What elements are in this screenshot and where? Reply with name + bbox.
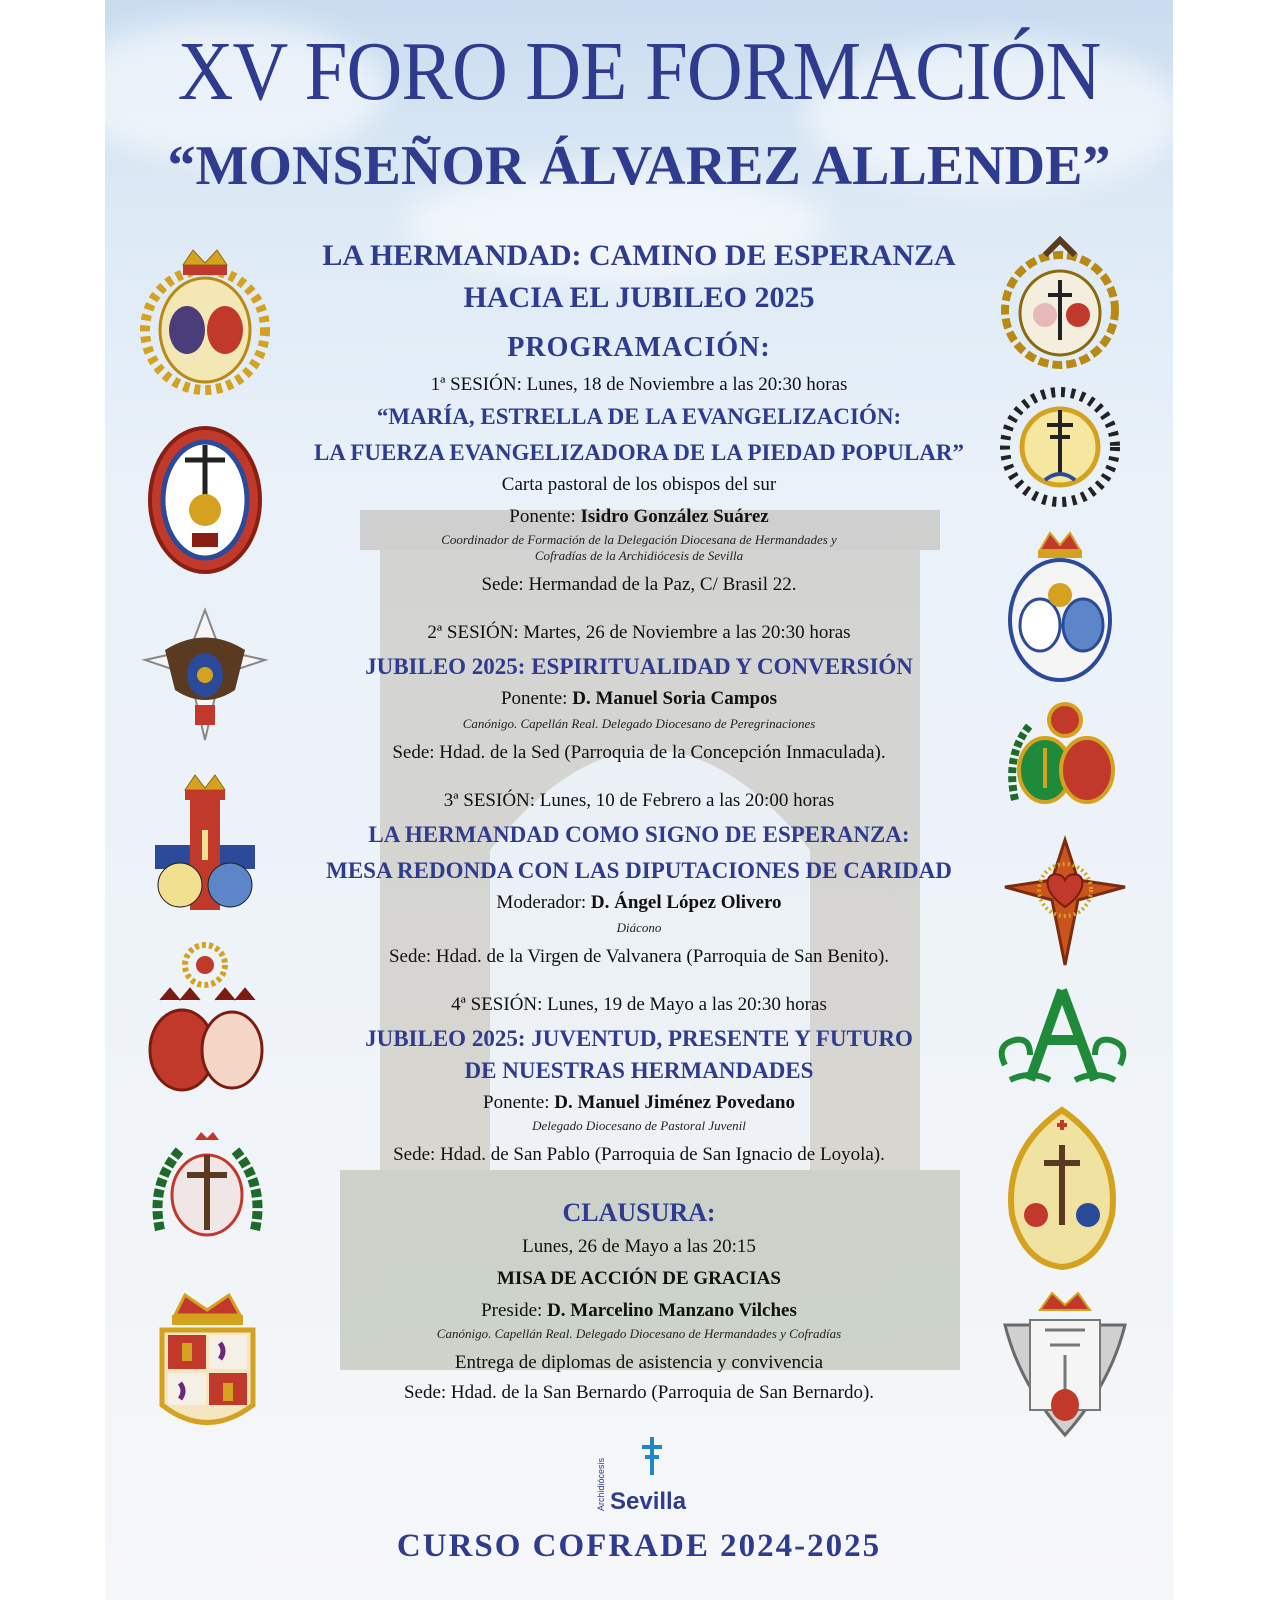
brotherhood-shield-icon	[1005, 700, 1125, 815]
logo-vertical-text: Archidiócesis	[596, 1457, 606, 1511]
session-4-title-line-1: JUBILEO 2025: JUVENTUD, PRESENTE Y FUTURO	[365, 1026, 913, 1051]
brotherhood-shield-icon	[1000, 1285, 1130, 1440]
session-3-role: Diácono	[616, 920, 662, 935]
page-title: XV FORO DE FORMACIÓN	[177, 25, 1101, 118]
brotherhood-shield-icon	[995, 385, 1125, 510]
closing-date: Lunes, 26 de Mayo a las 20:15	[522, 1236, 756, 1257]
session-1-venue: Sede: Hermandad de la Paz, C/ Brasil 22.	[481, 574, 797, 595]
brotherhood-shield-icon	[135, 235, 275, 405]
speaker-name: D. Manuel Soria Campos	[572, 688, 778, 709]
session-2-role: Canónigo. Capellán Real. Delegado Diocesano de Peregrinaciones	[462, 716, 816, 731]
session-2-venue: Sede: Hdad. de la Sed (Parroquia de la Concepción Inmaculada).	[392, 742, 886, 763]
session-1-title-line-1: “MARÍA, ESTRELLA DE LA EVANGELIZACIÓN:	[376, 404, 902, 429]
presider-name: D. Marcelino Manzano Vilches	[547, 1300, 797, 1321]
brotherhood-shield-icon	[1000, 835, 1130, 970]
session-2-heading: 2ª SESIÓN: Martes, 26 de Noviembre a las 20:30 horas	[427, 622, 851, 643]
session-4-venue: Sede: Hdad. de San Pablo (Parroquia de San Ignacio de Loyola).	[393, 1144, 885, 1165]
closing-venue: Sede: Hdad. de la San Bernardo (Parroquia de San Bernardo).	[403, 1382, 875, 1403]
session-2-title: JUBILEO 2025: ESPIRITUALIDAD Y CONVERSIÓN	[365, 654, 913, 679]
brotherhood-shield-icon	[150, 1285, 265, 1440]
session-1-role-line-1: Coordinador de Formación de la Delegación Diocesana de Hermandades y	[441, 532, 837, 547]
page-subtitle: “MONSEÑOR ÁLVAREZ ALLENDE”	[167, 135, 1111, 197]
speaker-label: Ponente:	[483, 1092, 550, 1113]
brotherhood-shield-icon	[150, 770, 260, 930]
programacion-heading: PROGRAMACIÓN:	[507, 332, 771, 363]
session-3-heading: 3ª SESIÓN: Lunes, 10 de Febrero a las 20:00 horas	[443, 790, 835, 811]
brotherhood-shield-icon	[1000, 235, 1120, 375]
session-3-title-line-2: MESA REDONDA CON LAS DIPUTACIONES DE CARIDAD	[326, 858, 952, 883]
moderator-label: Moderador:	[496, 892, 587, 913]
session-4-title-line-2: DE NUESTRAS HERMANDADES	[464, 1058, 814, 1083]
session-3-venue: Sede: Hdad. de la Virgen de Valvanera (Parroquia de San Benito).	[388, 946, 890, 967]
brotherhood-shield-icon	[140, 415, 270, 580]
closing-mass: MISA DE ACCIÓN DE GRACIAS	[497, 1268, 781, 1289]
cross-icon	[642, 1437, 662, 1475]
brotherhood-shield-icon	[990, 985, 1135, 1090]
closing-role: Canónigo. Capellán Real. Delegado Diocesano de Hermandades y Cofradías	[436, 1326, 842, 1341]
session-4-role: Delegado Diocesano de Pastoral Juvenil	[532, 1118, 746, 1133]
poster	[105, 0, 1173, 1600]
speaker-label: Ponente:	[509, 506, 576, 527]
speaker-name: Isidro González Suárez	[580, 506, 769, 527]
theme-line-2: HACIA EL JUBILEO 2025	[463, 281, 815, 314]
theme-line-1: LA HERMANDAD: CAMINO DE ESPERANZA	[322, 239, 956, 272]
logo-word: Sevilla	[610, 1488, 687, 1513]
closing-diplomas: Entrega de diplomas de asistencia y convivencia	[454, 1352, 824, 1373]
archdiocese-sevilla-logo	[590, 1433, 690, 1513]
brotherhood-shield-icon	[1005, 525, 1115, 685]
brotherhood-shield-icon	[140, 940, 270, 1100]
session-1-title-line-2: LA FUERZA EVANGELIZADORA DE LA PIEDAD POPULAR”	[313, 440, 965, 465]
brotherhood-shield-icon	[1000, 1105, 1125, 1270]
footer-course: CURSO COFRADE 2024-2025	[396, 1528, 882, 1564]
presider-label: Preside:	[481, 1300, 543, 1321]
session-1-heading: 1ª SESIÓN: Lunes, 18 de Noviembre a las 20:30 horas	[430, 374, 848, 395]
closing-heading: CLAUSURA:	[562, 1198, 716, 1227]
speaker-name: D. Manuel Jiménez Povedano	[554, 1092, 795, 1113]
brotherhood-shield-icon	[140, 605, 270, 745]
session-3-title-line-1: LA HERMANDAD COMO SIGNO DE ESPERANZA:	[368, 822, 910, 847]
session-1-role-line-2: Cofradías de la Archidiócesis de Sevilla	[534, 548, 744, 563]
moderator-name: D. Ángel López Olivero	[590, 892, 782, 913]
session-1-extra: Carta pastoral de los obispos del sur	[501, 474, 777, 495]
session-4-heading: 4ª SESIÓN: Lunes, 19 de Mayo a las 20:30 horas	[451, 994, 827, 1015]
brotherhood-shield-icon	[145, 1130, 270, 1245]
speaker-label: Ponente:	[500, 688, 568, 709]
